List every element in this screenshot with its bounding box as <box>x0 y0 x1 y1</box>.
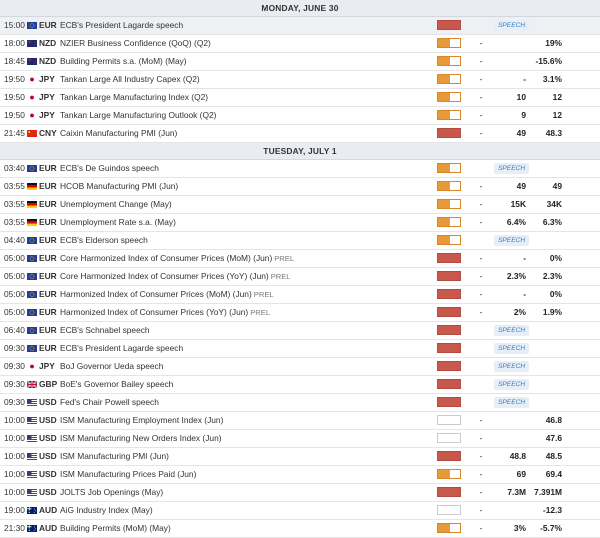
event-name-text: Harmonized Index of Consumer Prices (YoY) (Jun) <box>60 307 249 317</box>
event-name[interactable] <box>60 376 173 393</box>
currency-code: GBP <box>39 379 58 389</box>
de-flag-icon <box>27 183 37 190</box>
event-name-text: JOLTS Job Openings (May) <box>60 487 164 497</box>
actual-value: - <box>479 505 483 515</box>
currency-code: USD <box>39 469 57 479</box>
event-time: 05:00 <box>4 271 25 281</box>
event-time: 21:45 <box>4 128 25 138</box>
currency-code: EUR <box>39 343 57 353</box>
event-name-text: Core Harmonized Index of Consumer Prices (MoM) (Jun) <box>60 253 273 263</box>
event-row[interactable] <box>0 17 600 35</box>
currency-code: USD <box>39 433 57 443</box>
previous-value: 3.1% <box>542 74 562 84</box>
speech-badge: SPEECH <box>494 361 529 372</box>
event-time: 10:00 <box>4 451 25 461</box>
event-name[interactable] <box>60 178 178 195</box>
event-name[interactable] <box>60 89 208 106</box>
event-name[interactable] <box>60 250 294 267</box>
event-name[interactable] <box>60 484 163 501</box>
us-flag-icon <box>27 471 37 478</box>
event-time: 03:55 <box>4 217 25 227</box>
event-row[interactable] <box>0 107 600 125</box>
event-name-text: Harmonized Index of Consumer Prices (MoM) (Jun) <box>60 289 252 299</box>
event-time: 19:50 <box>4 92 25 102</box>
event-name-text: BoJ Governor Ueda speech <box>60 361 164 371</box>
currency-code: NZD <box>39 56 57 66</box>
forecast-value: - <box>523 74 526 84</box>
prel-tag: PREL <box>253 290 274 299</box>
au-flag-icon <box>27 507 37 514</box>
event-row[interactable] <box>0 520 600 538</box>
previous-value: 19% <box>545 38 562 48</box>
event-row[interactable] <box>0 214 600 232</box>
event-row[interactable] <box>0 448 600 466</box>
event-row[interactable] <box>0 430 600 448</box>
currency-code: EUR <box>39 289 57 299</box>
event-name-text: ECB's President Lagarde speech <box>60 20 184 30</box>
currency-code: EUR <box>39 307 57 317</box>
forecast-value: 9 <box>521 110 526 120</box>
event-name-text: ISM Manufacturing PMI (Jun) <box>60 451 169 461</box>
impact-indicator <box>437 74 461 84</box>
actual-value: - <box>479 469 483 479</box>
event-time: 05:00 <box>4 289 25 299</box>
de-flag-icon <box>27 219 37 226</box>
event-time: 18:45 <box>4 56 25 66</box>
event-time: 10:00 <box>4 415 25 425</box>
event-name-text: ECB's Elderson speech <box>60 235 148 245</box>
actual-value: - <box>479 451 483 461</box>
impact-indicator <box>437 469 461 479</box>
currency-code: JPY <box>39 110 55 120</box>
impact-indicator <box>437 361 461 371</box>
event-name-text: Tankan Large All Industry Capex (Q2) <box>60 74 200 84</box>
event-name[interactable] <box>60 232 148 249</box>
currency-code: JPY <box>39 361 55 371</box>
previous-value: 0% <box>549 253 562 263</box>
currency-code: EUR <box>39 20 57 30</box>
actual-value: - <box>479 487 483 497</box>
currency-code: EUR <box>39 325 57 335</box>
actual-value: - <box>479 56 483 66</box>
event-name-text: Fed's Chair Powell speech <box>60 397 159 407</box>
forecast-value: 3% <box>513 523 526 533</box>
previous-value: 49 <box>552 181 562 191</box>
event-name[interactable] <box>60 394 159 411</box>
event-name-text: ISM Manufacturing Prices Paid (Jun) <box>60 469 197 479</box>
previous-value: 0% <box>549 289 562 299</box>
impact-indicator <box>437 505 461 515</box>
event-name[interactable] <box>60 35 211 52</box>
event-name-text: Caixin Manufacturing PMI (Jun) <box>60 128 178 138</box>
eu-flag-icon <box>27 255 37 262</box>
impact-indicator <box>437 20 461 30</box>
impact-indicator <box>437 451 461 461</box>
actual-value: - <box>479 523 483 533</box>
currency-code: NZD <box>39 38 57 48</box>
event-name[interactable] <box>60 160 159 177</box>
event-name-text: Core Harmonized Index of Consumer Prices (YoY) (Jun) <box>60 271 269 281</box>
event-time: 18:00 <box>4 38 25 48</box>
forecast-value: 49 <box>516 181 526 191</box>
impact-indicator <box>437 38 461 48</box>
eu-flag-icon <box>27 165 37 172</box>
currency-code: JPY <box>39 74 55 84</box>
actual-value: - <box>479 181 483 191</box>
event-row[interactable] <box>0 35 600 53</box>
actual-value: - <box>479 217 483 227</box>
event-name[interactable] <box>60 340 183 357</box>
event-row[interactable] <box>0 376 600 394</box>
impact-indicator <box>437 271 461 281</box>
event-row[interactable] <box>0 71 600 89</box>
event-time: 05:00 <box>4 307 25 317</box>
event-name[interactable] <box>60 53 187 70</box>
event-name-text: ECB's Schnabel speech <box>60 325 150 335</box>
event-name-text: Building Permits s.a. (MoM) (May) <box>60 56 187 66</box>
previous-value: 69.4 <box>545 469 562 479</box>
forecast-value: 49 <box>516 128 526 138</box>
forecast-value: 2% <box>513 307 526 317</box>
previous-value: -12.3 <box>542 505 562 515</box>
previous-value: 7.391M <box>534 487 562 497</box>
event-name-text: Tankan Large Manufacturing Outlook (Q2) <box>60 110 217 120</box>
event-time: 03:40 <box>4 163 25 173</box>
event-time: 19:00 <box>4 505 25 515</box>
eu-flag-icon <box>27 345 37 352</box>
actual-value: - <box>479 74 483 84</box>
currency-code: EUR <box>39 181 57 191</box>
event-name[interactable] <box>60 125 177 142</box>
previous-value: 34K <box>546 199 562 209</box>
currency-code: CNY <box>39 128 57 138</box>
event-row[interactable] <box>0 340 600 358</box>
event-name-text: ISM Manufacturing New Orders Index (Jun) <box>60 433 222 443</box>
event-row[interactable] <box>0 358 600 376</box>
speech-badge: SPEECH <box>494 325 529 336</box>
event-row[interactable] <box>0 484 600 502</box>
previous-value: 12 <box>552 110 562 120</box>
event-time: 15:00 <box>4 20 25 30</box>
actual-value: - <box>479 253 483 263</box>
prel-tag: PREL <box>270 272 291 281</box>
currency-code: EUR <box>39 163 57 173</box>
day-header: MONDAY, JUNE 30 <box>0 0 600 17</box>
forecast-value: - <box>523 253 526 263</box>
event-name[interactable] <box>60 520 171 537</box>
forecast-value: 15K <box>510 199 526 209</box>
forecast-value: 2.3% <box>506 271 526 281</box>
event-row[interactable] <box>0 53 600 71</box>
actual-value: - <box>479 110 483 120</box>
nz-flag-icon <box>27 58 37 65</box>
forecast-value: 48.8 <box>509 451 526 461</box>
event-time: 06:40 <box>4 325 25 335</box>
currency-code: USD <box>39 451 57 461</box>
event-row[interactable] <box>0 286 600 304</box>
us-flag-icon <box>27 399 37 406</box>
event-name[interactable] <box>60 358 163 375</box>
event-time: 09:30 <box>4 361 25 371</box>
previous-value: 46.8 <box>545 415 562 425</box>
impact-indicator <box>437 307 461 317</box>
previous-value: 12 <box>552 92 562 102</box>
event-name[interactable] <box>60 448 169 465</box>
actual-value: - <box>479 433 483 443</box>
forecast-value: 69 <box>516 469 526 479</box>
eu-flag-icon <box>27 22 37 29</box>
event-name[interactable] <box>60 322 150 339</box>
event-name[interactable] <box>60 268 291 285</box>
impact-indicator <box>437 235 461 245</box>
event-time: 04:40 <box>4 235 25 245</box>
currency-code: JPY <box>39 92 55 102</box>
day-header: TUESDAY, JULY 1 <box>0 143 600 160</box>
event-name[interactable] <box>60 502 153 519</box>
impact-indicator <box>437 92 461 102</box>
event-time: 09:30 <box>4 379 25 389</box>
jp-flag-icon <box>27 76 37 83</box>
eu-flag-icon <box>27 273 37 280</box>
event-row[interactable] <box>0 160 600 178</box>
event-row[interactable] <box>0 394 600 412</box>
actual-value: - <box>479 199 483 209</box>
currency-code: AUD <box>39 523 58 533</box>
event-time: 03:55 <box>4 181 25 191</box>
us-flag-icon <box>27 489 37 496</box>
event-name-text: Unemployment Change (May) <box>60 199 172 209</box>
event-row[interactable] <box>0 250 600 268</box>
prel-tag: PREL <box>274 254 295 263</box>
event-name[interactable] <box>60 430 222 447</box>
impact-indicator <box>437 56 461 66</box>
currency-code: EUR <box>39 271 57 281</box>
actual-value: - <box>479 415 483 425</box>
impact-indicator <box>437 110 461 120</box>
us-flag-icon <box>27 435 37 442</box>
impact-indicator <box>437 343 461 353</box>
gb-flag-icon <box>27 381 37 388</box>
forecast-value: 10 <box>516 92 526 102</box>
eu-flag-icon <box>27 327 37 334</box>
actual-value: - <box>479 128 483 138</box>
event-time: 10:00 <box>4 469 25 479</box>
event-row[interactable] <box>0 304 600 322</box>
event-row[interactable] <box>0 466 600 484</box>
impact-indicator <box>437 325 461 335</box>
event-name[interactable] <box>60 286 274 303</box>
speech-badge: SPEECH <box>494 163 529 174</box>
currency-code: EUR <box>39 199 57 209</box>
currency-code: USD <box>39 415 57 425</box>
actual-value: - <box>479 92 483 102</box>
event-name[interactable] <box>60 304 270 321</box>
impact-indicator <box>437 487 461 497</box>
us-flag-icon <box>27 453 37 460</box>
event-name-text: AiG Industry Index (May) <box>60 505 153 515</box>
us-flag-icon <box>27 417 37 424</box>
event-name-text: NZIER Business Confidence (QoQ) (Q2) <box>60 38 211 48</box>
impact-indicator <box>437 415 461 425</box>
event-row[interactable] <box>0 268 600 286</box>
event-time: 09:30 <box>4 397 25 407</box>
forecast-value: 6.4% <box>506 217 526 227</box>
de-flag-icon <box>27 201 37 208</box>
event-name[interactable] <box>60 214 176 231</box>
eu-flag-icon <box>27 237 37 244</box>
au-flag-icon <box>27 525 37 532</box>
speech-badge: SPEECH <box>494 235 529 246</box>
speech-badge: SPEECH <box>494 343 529 354</box>
event-row[interactable] <box>0 232 600 250</box>
impact-indicator <box>437 379 461 389</box>
event-row[interactable] <box>0 412 600 430</box>
currency-code: AUD <box>39 505 58 515</box>
event-name-text: HCOB Manufacturing PMI (Jun) <box>60 181 179 191</box>
speech-badge: SPEECH <box>494 20 529 31</box>
event-name-text: ISM Manufacturing Employment Index (Jun) <box>60 415 224 425</box>
event-time: 09:30 <box>4 343 25 353</box>
speech-badge: SPEECH <box>494 397 529 408</box>
event-time: 10:00 <box>4 487 25 497</box>
currency-code: EUR <box>39 217 57 227</box>
impact-indicator <box>437 163 461 173</box>
event-name-text: BoE's Governor Bailey speech <box>60 379 174 389</box>
event-time: 05:00 <box>4 253 25 263</box>
impact-indicator <box>437 217 461 227</box>
impact-indicator <box>437 181 461 191</box>
previous-value: -15.6% <box>535 56 562 66</box>
event-row[interactable] <box>0 322 600 340</box>
event-row[interactable] <box>0 89 600 107</box>
actual-value: - <box>479 271 483 281</box>
event-row[interactable] <box>0 502 600 520</box>
impact-indicator <box>437 289 461 299</box>
actual-value: - <box>479 307 483 317</box>
event-name-text: ECB's President Lagarde speech <box>60 343 184 353</box>
event-name-text: Building Permits (MoM) (May) <box>60 523 171 533</box>
jp-flag-icon <box>27 94 37 101</box>
previous-value: 2.3% <box>542 271 562 281</box>
event-name[interactable] <box>60 196 172 213</box>
previous-value: 6.3% <box>542 217 562 227</box>
impact-indicator <box>437 128 461 138</box>
impact-indicator <box>437 397 461 407</box>
event-name[interactable] <box>60 107 216 124</box>
cn-flag-icon <box>27 130 37 137</box>
previous-value: 48.5 <box>545 451 562 461</box>
event-name[interactable] <box>60 71 200 88</box>
eu-flag-icon <box>27 291 37 298</box>
event-time: 03:55 <box>4 199 25 209</box>
event-name-text: Unemployment Rate s.a. (May) <box>60 217 176 227</box>
forecast-value: - <box>523 289 526 299</box>
event-name-text: Tankan Large Manufacturing Index (Q2) <box>60 92 209 102</box>
eu-flag-icon <box>27 309 37 316</box>
event-name[interactable] <box>60 412 223 429</box>
event-row[interactable] <box>0 178 600 196</box>
previous-value: 47.6 <box>545 433 562 443</box>
impact-indicator <box>437 253 461 263</box>
event-row[interactable] <box>0 125 600 143</box>
speech-badge: SPEECH <box>494 379 529 390</box>
jp-flag-icon <box>27 112 37 119</box>
impact-indicator <box>437 433 461 443</box>
impact-indicator <box>437 199 461 209</box>
currency-code: EUR <box>39 235 57 245</box>
nz-flag-icon <box>27 40 37 47</box>
event-name-text: ECB's De Guindos speech <box>60 163 159 173</box>
currency-code: EUR <box>39 253 57 263</box>
currency-code: USD <box>39 397 57 407</box>
event-time: 21:30 <box>4 523 25 533</box>
jp-flag-icon <box>27 363 37 370</box>
event-time: 10:00 <box>4 433 25 443</box>
currency-code: USD <box>39 487 57 497</box>
event-name[interactable] <box>60 466 196 483</box>
event-name[interactable] <box>60 17 183 34</box>
actual-value: - <box>479 289 483 299</box>
forecast-value: 7.3M <box>507 487 526 497</box>
actual-value: - <box>479 38 483 48</box>
previous-value: 48.3 <box>545 128 562 138</box>
previous-value: -5.7% <box>540 523 562 533</box>
event-time: 19:50 <box>4 74 25 84</box>
previous-value: 1.9% <box>542 307 562 317</box>
prel-tag: PREL <box>250 308 271 317</box>
event-time: 19:50 <box>4 110 25 120</box>
event-row[interactable] <box>0 196 600 214</box>
